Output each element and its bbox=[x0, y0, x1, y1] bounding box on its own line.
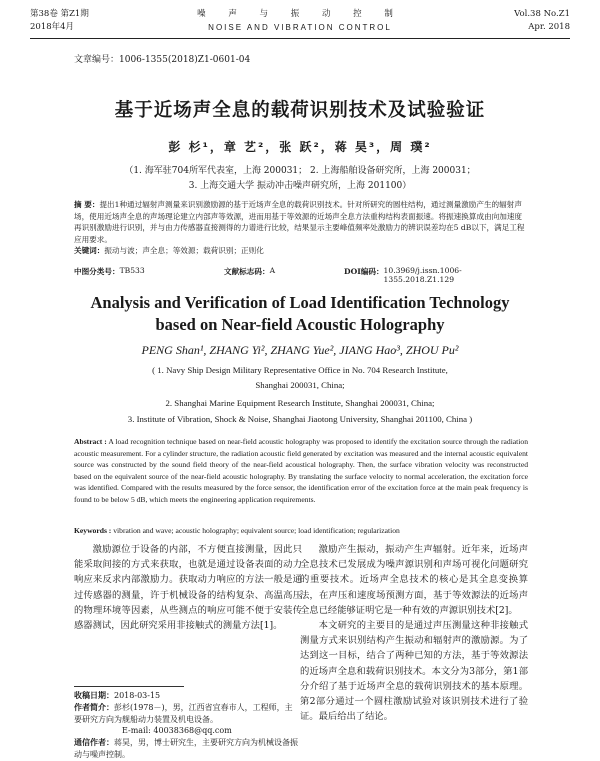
body-paragraph: 本文研究的主要目的是通过声压测量这种非接触式测量方式来识别结构产生振动和辐射声的激励源。为了达到这一目标，结合了两种已知的方法，基于等效源法的近场声全息和载荷识别技术。本文分为3部分，第1部分介绍了基于近场声全息的载荷识别技术的基本原理。第2部分通过一个圆柱激励试验对该识别技术进行了验证。最后给出了结论。 bbox=[300, 620, 528, 723]
abstract-cn-label: 摘 要： bbox=[74, 200, 100, 209]
article-number: 文章编号：1006-1355(2018)Z1-0601-04 bbox=[74, 55, 251, 65]
affiliation-en-line: 3. Institute of Vibration, Shock & Noise, Shanghai Jiaotong University, Shanghai 201100, China ) bbox=[127, 414, 473, 424]
footnote: 收稿日期：2018-03-15 bbox=[74, 690, 161, 700]
affiliation-en-line: ( 1. Navy Ship Design Military Representative Office in No. 704 Research Institute, bbox=[152, 365, 448, 375]
footnote-divider bbox=[74, 686, 184, 687]
abstract-en-text: A load recognition technique based on near-field acoustic holography was proposed to identify the excitation source through the radiation acoustic measurement. For a cylinder structure, the radiation acoustic field generated by excitation was measured and the internal acoustic equivalent source was constructed by the sound field theory of the near-field acoustical holography. Then, the surface vibration velocity was reconstructed based on the equivalent source of the near-field acoustic holography. By translating the surface velocity to normal acceleration, the excitation force was identified. Compared with the results measured by the force sensor, the identification error of the excitation force at the main peak frequency is found to be below 5 dB, which meets the engineering application requirements. bbox=[74, 437, 528, 504]
body-column-left bbox=[74, 542, 302, 633]
footnote: 通信作者：蒋昊，男，博士研究生，主要研究方向为机械设备振动与噪声控制。 bbox=[74, 737, 298, 759]
keywords-chinese: 关键词：振动与波；声全息；等效源；载荷识别；正则化 bbox=[74, 246, 264, 255]
abstract-english bbox=[74, 436, 528, 506]
authors-chinese: 彭 杉¹，章 艺²，张 跃²，蒋 昊³，周 璞² bbox=[168, 140, 432, 154]
affiliation-cn-line: （1. 海军驻704所军代表室，上海 200031； 2. 上海船舶设备研究所，上海 200031； bbox=[124, 166, 476, 176]
affiliation-en-line: Shanghai 200031, China; bbox=[255, 380, 345, 390]
doi: DOI编码： 10.3969/j.issn.1006-1355.2018.Z1.129 bbox=[344, 266, 462, 284]
title-chinese: 基于近场声全息的载荷识别技术及试验验证 bbox=[114, 100, 486, 121]
affiliation-en-line: 2. Shanghai Marine Equipment Research Institute, Shanghai 200031, China; bbox=[165, 398, 435, 408]
running-header bbox=[30, 8, 570, 39]
body-paragraph: 激励产生振动，振动产生声辐射。近年来，近场声全息技术已发展成为噪声源识别和声场可视化问题研究的重要技术。近场声全息技术的核心是其全息变换算法，在声压和速度场预测方面，基于等效源法的近场声全息已经能够证明它是一种有效的声源识别技术[2]。 bbox=[300, 544, 528, 616]
abstract-en-label: Abstract : bbox=[74, 437, 107, 446]
title-english: Analysis and Verification of Load Identification Technology based on Near-field Acoustic Holography bbox=[90, 293, 510, 334]
document-code: 文献标志码： A bbox=[224, 266, 276, 276]
authors-english: PENG Shan¹, ZHANG Yi², ZHANG Yue², JIANG Hao³, ZHOU Pu² bbox=[141, 343, 459, 357]
affiliation-cn-line: 3. 上海交通大学 振动冲击噪声研究所，上海 201100） bbox=[188, 181, 412, 191]
body-paragraph: 激励源位于设备的内部，不方便直接测量，因此只能采取间接的方式来获取，也就是通过设备表面的动力响应来反求内部激励力。获取动力响应的方法一般是通过传感器的测量，许于机械设备的结构复杂、高温高压的物理环境等因素，从些测点的响应可能不便于安装传感器测试，因此研究采用非接触式的测量方法[1]。 bbox=[74, 544, 302, 632]
abstract-chinese bbox=[74, 199, 528, 257]
footnote: 作者简介：彭杉(1978－)，男，江西省宜春市人，工程师，主要研究方向为舰船动力装置及机电设备。 bbox=[74, 701, 293, 724]
clc-code: 中图分类号： TB533 bbox=[74, 266, 145, 276]
body-column-right bbox=[300, 542, 528, 724]
footnote-email: E-mail: 40038368@qq.com bbox=[122, 726, 232, 736]
keywords-english: Keywords : vibration and wave; acoustic holography; equivalent source; load identification; regularization bbox=[74, 526, 400, 535]
abstract-cn-text: 提出1种通过辐射声测量来识别激励源的基于近场声全息的载荷识别技术。针对所研究的圆柱结构，通过测量激励产生的辐射声场，使用近场声全息的声场理论建立内部声等效源，进而用基于等效源的近场声全息方法重构结构表面振速。将振速换算成由向加速度再识别激励进行识别，并与由力传感器直接测得的力谱进行比较，结果显示主要峰值频率处激励力的辨识误差均在5 dB以下，满足工程应用要求。 bbox=[74, 200, 525, 244]
journal-volume: 第38卷 第Z1期 2018年4月 bbox=[30, 9, 89, 32]
journal-name: 噪 声 与 振 动 控 制 NOISE AND VIBRATION CONTROL bbox=[197, 9, 403, 32]
journal-volume-en: Vol.38 No.Z1 Apr. 2018 bbox=[514, 9, 570, 32]
footnotes bbox=[74, 690, 300, 761]
